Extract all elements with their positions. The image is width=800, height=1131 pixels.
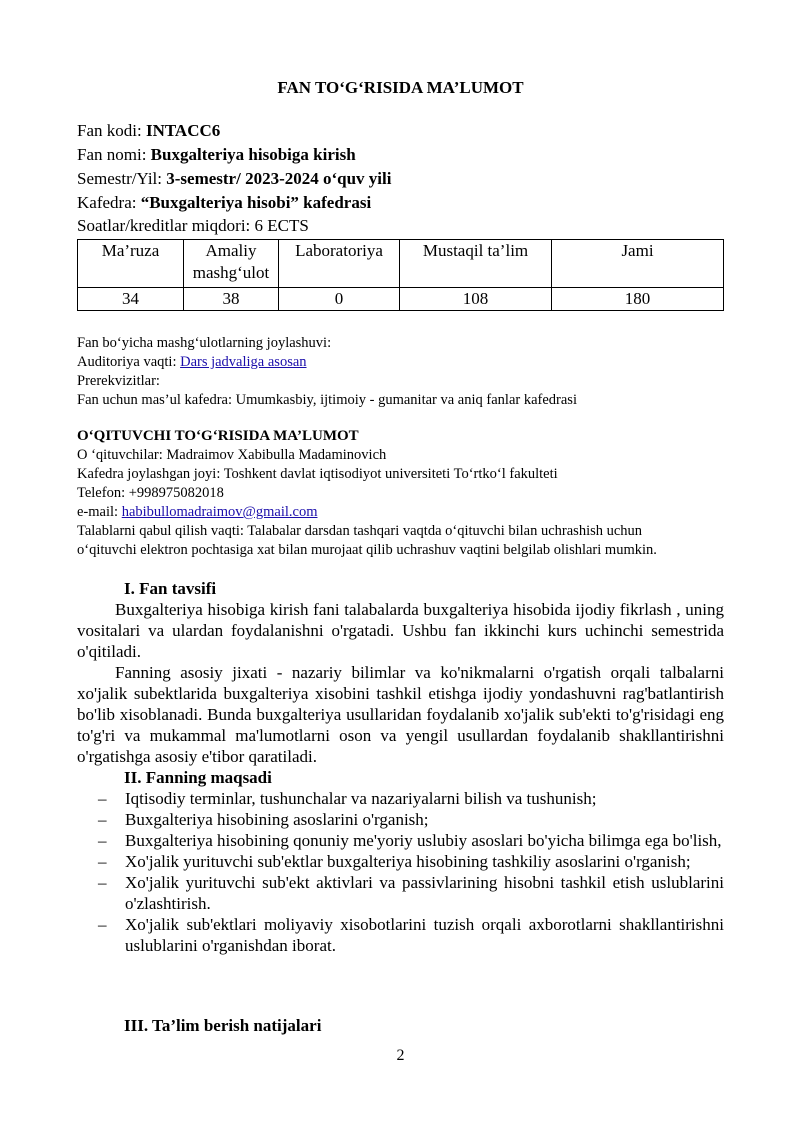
dash-bullet: – (98, 873, 107, 892)
auditorium-label: Auditoriya vaqti: (77, 354, 181, 370)
semester-row (77, 167, 391, 191)
value-cell-total: 180 (552, 288, 724, 311)
placement-intro: Fan bo‘yicha mashg‘ulotlarning joylashuvi: (77, 335, 332, 351)
email-row (77, 503, 737, 522)
goal-text: Xo'jalik yurituvchi sub'ekt aktivlari va passivlarining hisobni tashkil etish uslublarini o'zlashtirish. (125, 873, 724, 913)
section-3-heading: III. Ta’lim berish natijalari (124, 1016, 322, 1035)
responsible-department: Fan uchun mas’ul kafedra: Umumkasbiy, ijtimoiy - gumanitar va aniq fanlar kafedrasi (77, 392, 577, 408)
course-code: INTACC6 (145, 121, 221, 140)
list-item (77, 914, 724, 956)
section-2-heading: II. Fanning maqsadi (124, 768, 272, 787)
course-name-row (77, 143, 391, 167)
dash-bullet: – (98, 852, 107, 871)
goal-text: Buxgalteriya hisobining qonuniy me'yoriy uslubiy asoslari bo'yicha bilimga ega bo'lish, (125, 831, 722, 850)
schedule-link[interactable]: Dars jadvaliga asosan (180, 354, 307, 370)
email-label: e-mail: (77, 504, 122, 520)
goal-text: Xo'jalik yurituvchi sub'ektlar buxgalteriya hisobining tashkiliy asoslarini o'rganish; (125, 852, 691, 871)
list-item (77, 788, 724, 809)
goal-text: Xo'jalik sub'ektlari moliyaviy xisobotlarini tuzish orqali axborotlarni shakllantirishni uslublarini o'rganishdan iborat. (125, 915, 724, 955)
page-number: 2 (396, 1047, 405, 1064)
list-item (77, 872, 724, 914)
list-item (77, 830, 724, 851)
department-row (77, 191, 391, 215)
header-cell-lab: Laboratoriya (279, 240, 400, 288)
department-value: “Buxgalteriya hisobi” kafedrasi (140, 193, 372, 212)
semester-label: Semestr/Yil: (77, 169, 167, 188)
course-name-label: Fan nomi: (77, 145, 151, 164)
goal-text: Iqtisodiy terminlar, tushunchalar va nazariyalarni bilish va tushunish; (125, 789, 597, 808)
department-location: Kafedra joylashgan joyi: Toshkent davlat iqtisodiyot universiteti To‘rtko‘l fakulteti (77, 466, 558, 482)
hours-table (77, 239, 724, 311)
goal-text: Buxgalteriya hisobining asoslarini o'rganish; (125, 810, 429, 829)
office-hours-line-1: Talablarni qabul qilish vaqti: Talabalar darsdan tashqari vaqtda o‘qituvchi bilan uchrashish uchun (77, 523, 643, 539)
department-label: Kafedra: (77, 193, 141, 212)
course-name: Buxgalteriya hisobiga kirish (150, 145, 356, 164)
course-code-label: Fan kodi: (77, 121, 146, 140)
header-cell-lecture: Ma’ruza (78, 240, 184, 288)
dash-bullet: – (98, 789, 107, 808)
page-title: FAN TO‘G‘RISIDA MA’LUMOT (277, 78, 524, 97)
list-item (77, 851, 724, 872)
value-cell-practice: 38 (184, 288, 279, 311)
semester-value: 3-semestr/ 2023-2024 o‘quv yili (166, 169, 392, 188)
dash-bullet: – (98, 810, 107, 829)
goals-list (77, 788, 724, 956)
teacher-names: O ‘qituvchilar: Madraimov Xabibulla Madaminovich (77, 447, 387, 463)
section-1-paragraph-1: Buxgalteriya hisobiga kirish fani talabalarda buxgalteriya hisobida ijodiy fikrlash , uning vositalari va ulardan foydalanishni o'rgatadi. Ushbu fan ikkinchi kurs uchinchi semestrida o'qitiladi. (77, 600, 724, 661)
section-1-heading: I. Fan tavsifi (124, 579, 217, 598)
auditorium-row (77, 353, 737, 372)
hours-table-header-row (78, 240, 724, 288)
header-cell-total: Jami (552, 240, 724, 288)
office-hours-line-2: o‘qituvchi elektron pochtasiga xat bilan murojaat qilib uchrashuv vaqtini belgilab olishlari mumkin. (77, 542, 657, 558)
value-cell-lecture: 34 (78, 288, 184, 311)
prerequisites: Prerekvizitlar: (77, 373, 160, 389)
course-code-row (77, 119, 391, 143)
dash-bullet: – (98, 915, 107, 934)
teacher-phone: Telefon: +998975082018 (77, 485, 224, 501)
section-1-paragraph-2: Fanning asosiy jixati - nazariy bilimlar va ko'nikmalarni o'rgatish orqali talbalarni xo'jalik subektlarida buxgalteriya xisobini tashkil etishga ijodiy yondashuvni rag'batlantirish bo'lib xisoblanadi. Bunda buxgalteriya usullaridan foydalanib xo'jalik sub'ekti to'g'risidagi eng to'g'ri va mukammal ma'lumotlarni oson va yengil usullardan foydalanib shakllantirishni o'rgatishga asosiy e'tibor qaratiladi. (77, 663, 724, 766)
teacher-heading: O‘QITUVCHI TO‘G‘RISIDA MA’LUMOT (77, 428, 359, 444)
course-description (77, 578, 724, 956)
hours-table-values-row (78, 288, 724, 311)
placement-block (77, 334, 737, 410)
credits-line: Soatlar/kreditlar miqdori: 6 ECTS (77, 216, 309, 235)
header-cell-self-study: Mustaqil ta’lim (400, 240, 552, 288)
value-cell-self-study: 108 (400, 288, 552, 311)
value-cell-lab: 0 (279, 288, 400, 311)
dash-bullet: – (98, 831, 107, 850)
teacher-block (77, 427, 737, 560)
course-info (77, 119, 391, 215)
header-cell-practice: Amaliy mashg‘ulot (184, 240, 279, 288)
list-item (77, 809, 724, 830)
email-link[interactable]: habibullomadraimov@gmail.com (121, 504, 318, 520)
